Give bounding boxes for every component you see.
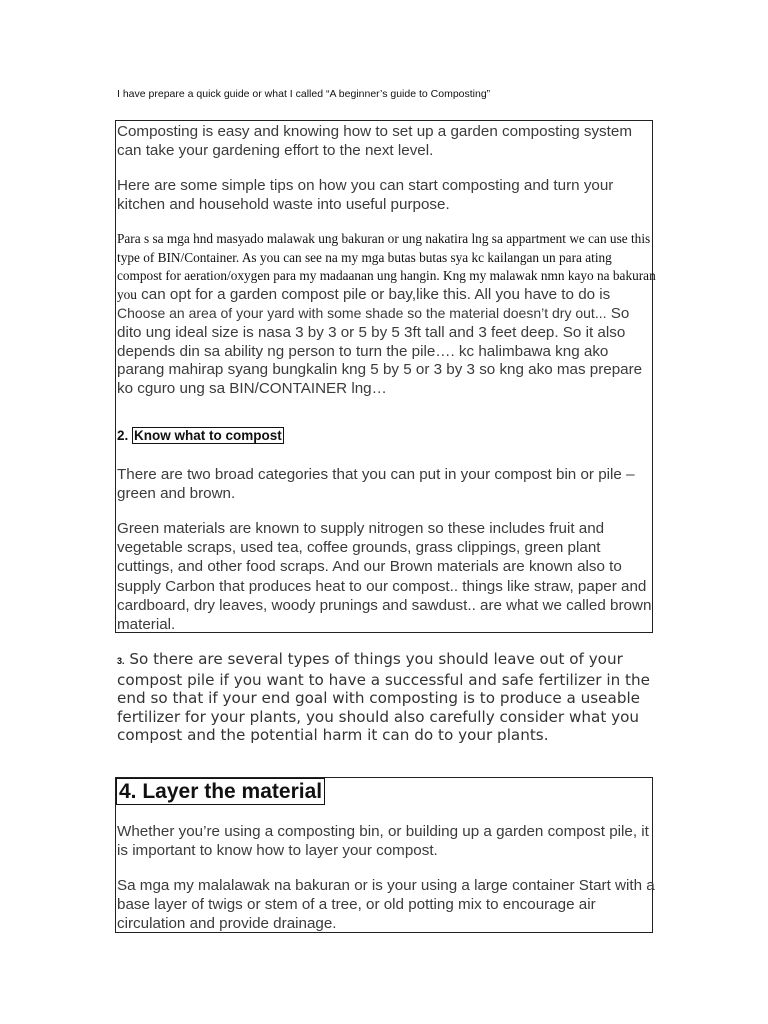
leave-out-text: So there are several types of things you should leave out of your compost pile if you want to have a successful and safe fertilizer in the end so that if your end goal with composting is to produce a useable fertilizer for your plants, you should also carefully consider what you compost and the potential harm it can do to your plants. (117, 650, 650, 745)
paragraph-leave-out (117, 650, 662, 745)
paragraph-green-brown: Green materials are known to supply nitrogen so these includes fruit and vegetable scraps, used tea, coffee grounds, grass clippings, green plant cuttings, and other food scraps. And our Brown materials are known also to supply Carbon that produces heat to our compost.. things like straw, paper and cardboard, dry leaves, woody prunings and sawdust.. are what we called brown material. (117, 520, 652, 634)
heading-know-what-to-compost (117, 428, 284, 443)
choose-area-text: Choose an area of your yard with some shade so the material doesn’t dry out... (117, 305, 607, 322)
paragraph-base-layer: Sa mga my malalawak na bakuran or is your using a large container Start with a base layer of twigs or stem of a tree, or old potting mix to encourage air circulation and provide drainage. (117, 877, 655, 933)
paragraph-layering: Whether you’re using a composting bin, or building up a garden compost pile, it is important to know how to layer your compost. (117, 823, 649, 860)
paragraph-tips: Here are some simple tips on how you can start composting and turn your kitchen and household waste into useful purpose. (117, 177, 614, 214)
serif-text: Para s sa mga hnd masyado malawak ung bakuran or ung nakatira lng sa appartment we can use this type of BIN/Container. As you can see na my mga butas butas sya kc kailangan un para ating compost for aeration/oxygen para my madaanan ung hangin. Kng my malawak nmn kayo na bakuran you (117, 231, 656, 302)
heading-layer-material: 4. Layer the material (116, 778, 325, 805)
intro-line: I have prepare a quick guide or what I called “A beginner’s guide to Composting” (117, 88, 491, 100)
ideal-size-text: So dito ung ideal size is nasa 3 by 3 or 5 by 5 3ft tall and 3 feet deep. So it also depends din sa ability ng person to turn the pile…. kc halimbawa kng ako parang mahirap syang bungkalin kng 5 by 5 or 3 by 3 so kng ako mas prepare ko cguro ung sa BIN/CONTAINER lng… (117, 305, 643, 397)
paragraph-categories: There are two broad categories that you can put in your compost bin or pile – green and brown. (117, 466, 635, 503)
heading-number: 2. (117, 428, 133, 443)
heading-title: Know what to compost (134, 428, 282, 443)
paragraph-bin-container (117, 230, 657, 398)
garden-pile-text: can opt for a garden compost pile or bay,like this. All you have to do is (136, 285, 611, 303)
paragraph-intro: Composting is easy and knowing how to set up a garden composting system can take your gardening effort to the next level. (117, 123, 632, 160)
item-number: 3. (117, 656, 125, 666)
